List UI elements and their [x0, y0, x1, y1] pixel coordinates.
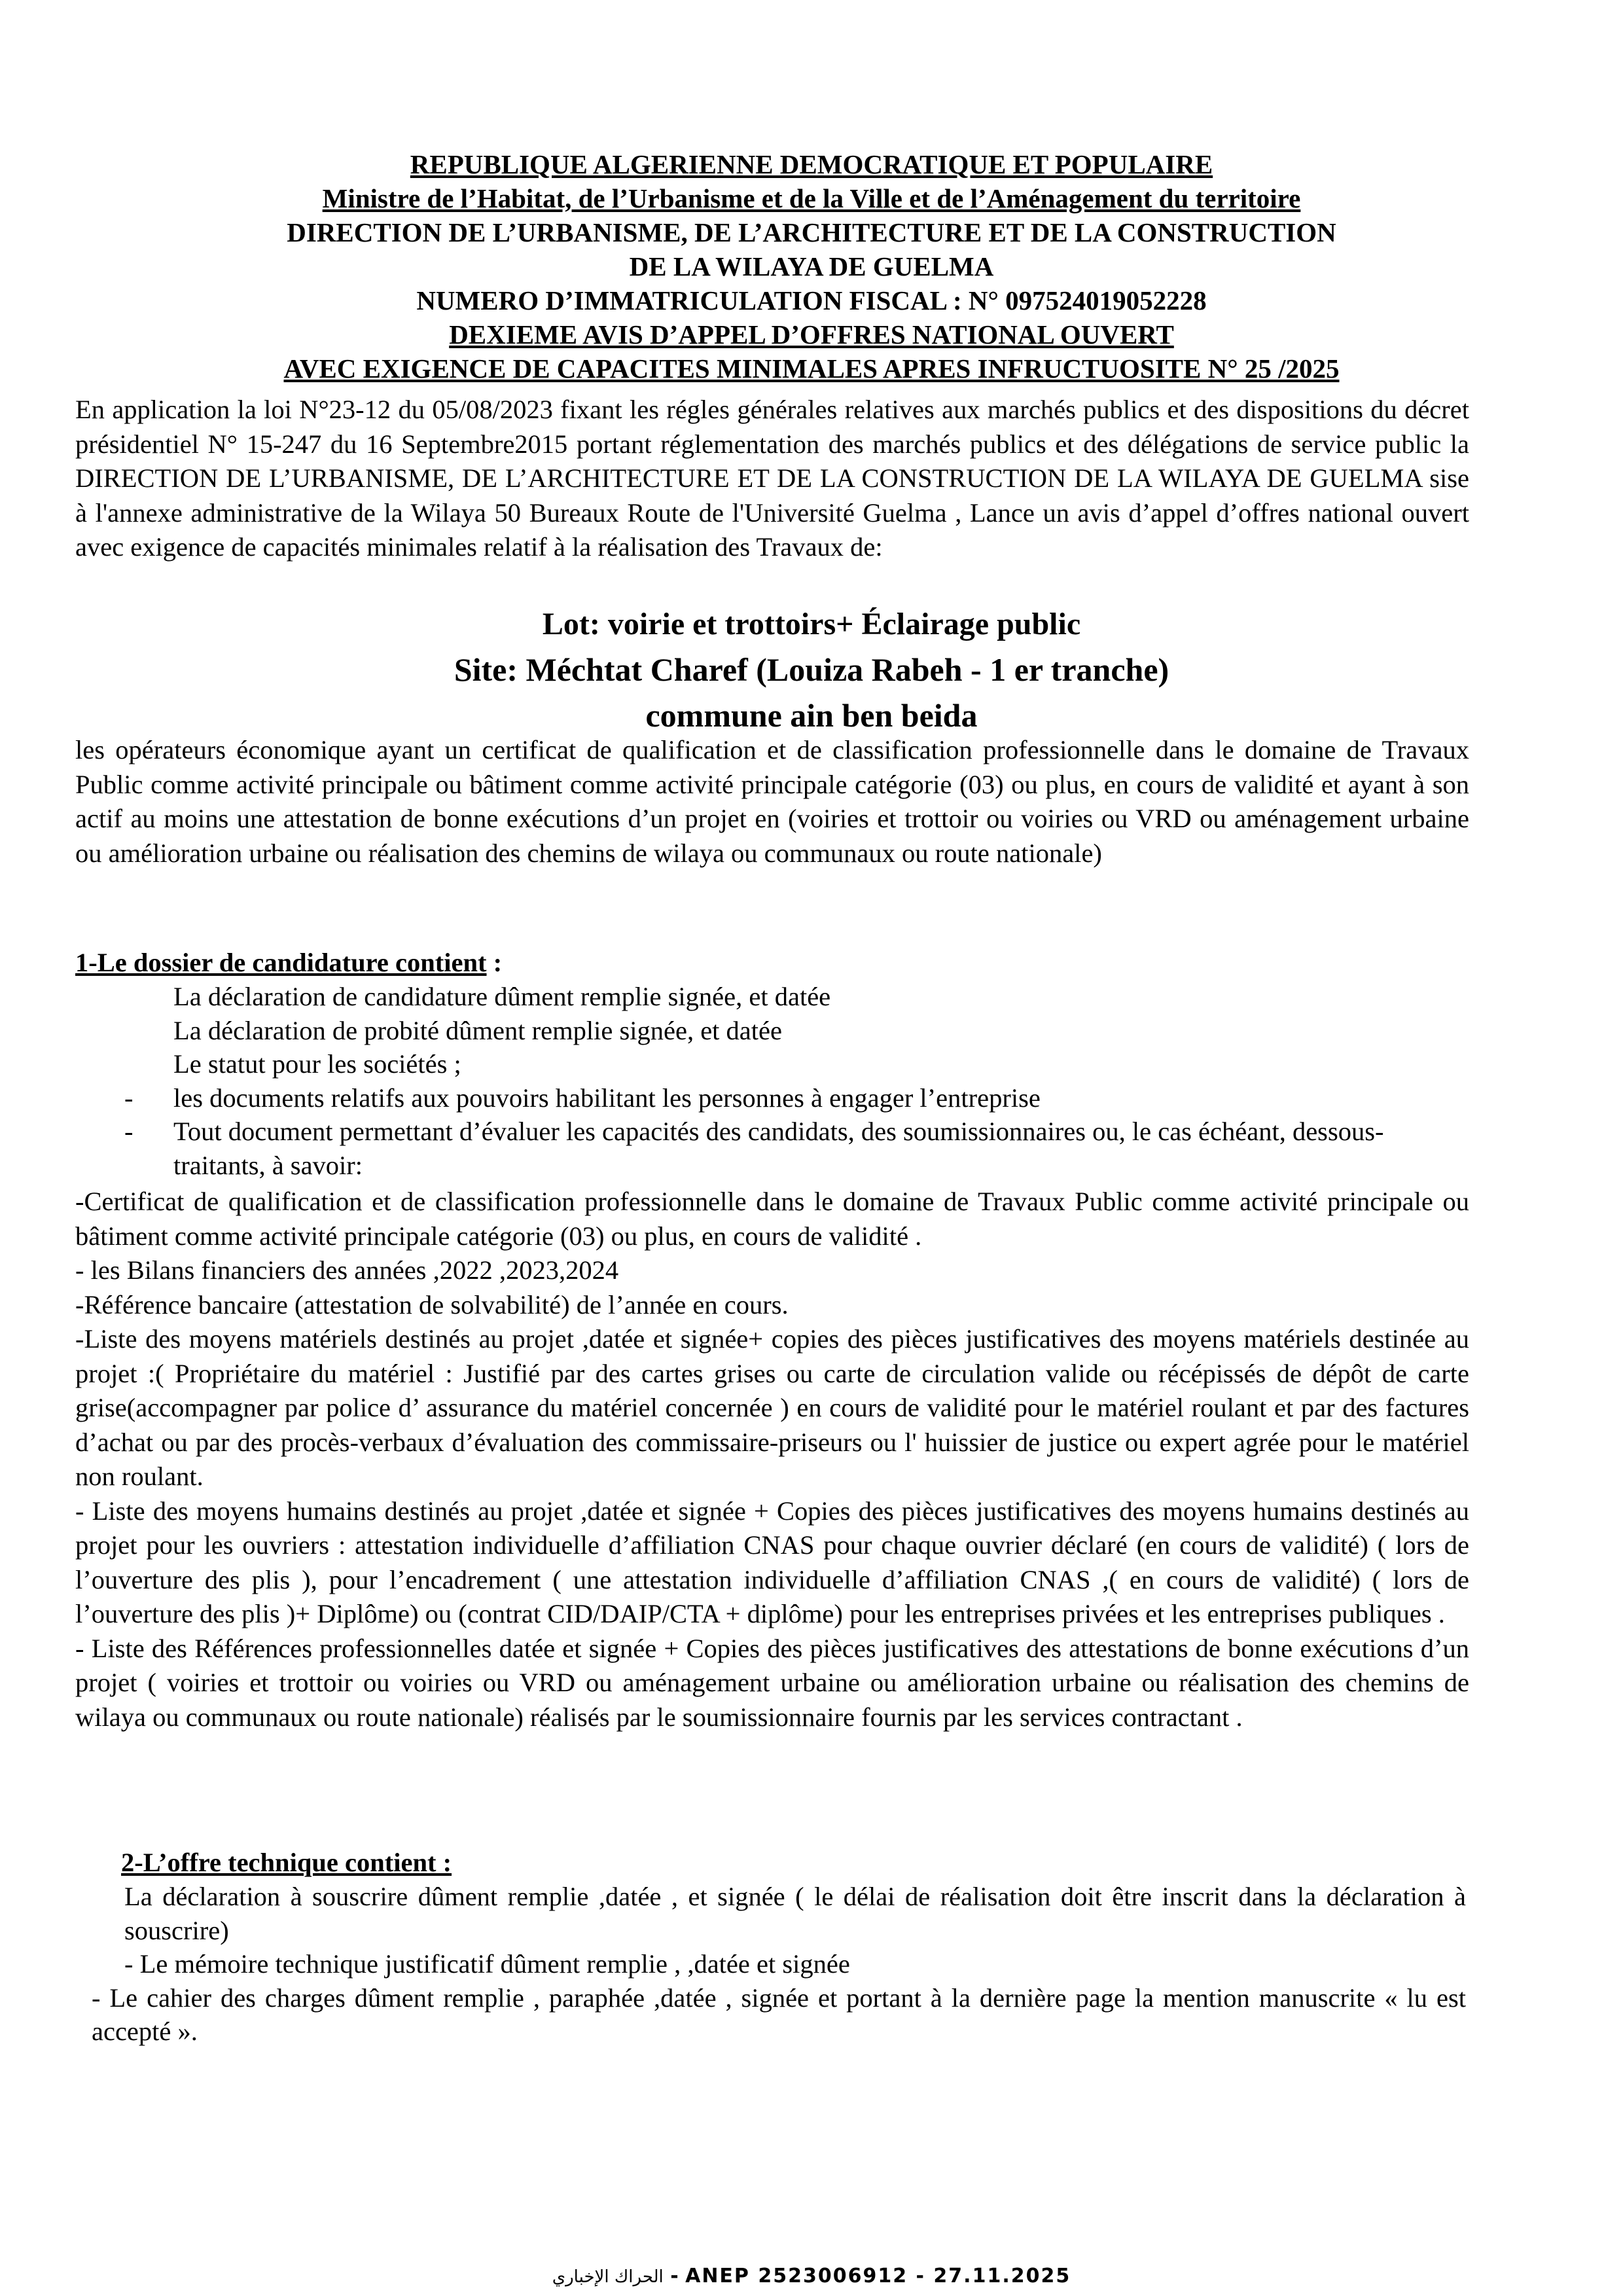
section1-list	[118, 980, 1459, 1182]
doc-financial-reports: - les Bilans financiers des années ,2022 ,2023,2024	[75, 1255, 619, 1285]
header-republic: REPUBLIQUE ALGERIENNE DEMOCRATIQUE ET POPULAIRE	[410, 149, 1213, 179]
footer-publication-name: الحراك الإخباري	[552, 2267, 664, 2287]
header-notice-subtitle: AVEC EXIGENCE DE CAPACITES MINIMALES APRES INFRUCTUOSITE N° 25 /2025	[283, 353, 1340, 384]
doc-certificate: -Certificat de qualification et de classification professionnelle dans le domaine de Travaux Public comme activité principale ou bâtiment comme activité principale catégorie (03) ou plus, en cours de validité .	[75, 1187, 1469, 1251]
header-notice-title: DEXIEME AVIS D’APPEL D’OFFRES NATIONAL OUVERT	[449, 319, 1174, 350]
header-direction: DIRECTION DE L’URBANISME, DE L’ARCHITECTURE ET DE LA CONSTRUCTION	[287, 217, 1336, 247]
section1-title-text: 1-Le dossier de candidature contient	[75, 948, 487, 977]
lot-commune: commune ain ben beida	[645, 697, 978, 734]
list-item-text: les documents relatifs aux pouvoirs habilitant les personnes à engager l’entreprise	[173, 1083, 1041, 1113]
footer-anep-reference: - ANEP 2523006912 - 27.11.2025	[663, 2265, 1071, 2287]
lot-block	[0, 602, 1623, 738]
header-fiscal-number: NUMERO D’IMMATRICULATION FISCAL : N° 097524019052228	[416, 285, 1207, 315]
footer-reference	[0, 2265, 1623, 2287]
header-wilaya: DE LA WILAYA DE GUELMA	[629, 251, 994, 281]
header-ministry: Ministre de l’Habitat, de l’Urbanisme et de la Ville et de l’Aménagement du territoire	[322, 183, 1301, 213]
list-item-text: La déclaration de probité dûment remplie signée, et datée	[173, 1015, 782, 1045]
list-item-text: Le statut pour les sociétés ;	[173, 1049, 461, 1079]
list-item	[118, 1047, 1459, 1081]
intro-paragraph: En application la loi N°23-12 du 05/08/2023 fixant les régles générales relatives aux marchés publics et des dispositions du décret présidentiel N° 15-247 du 16 Septembre2015 portant réglementation des marchés publics et des délégations de service public la DIRECTION DE L’URBANISME, DE L’ARCHITECTURE ET DE LA CONSTRUCTION DE LA WILAYA DE GUELMA sise à l'annexe administrative de la Wilaya 50 Bureaux Route de l'Université Guelma , Lance un avis d’appel d’offres national ouvert avec exigence de capacités minimales relatif à la réalisation des Travaux de:	[75, 395, 1469, 562]
list-item-text: Tout document permettant d’évaluer les capacités des candidats, des soumissionnaires ou, le cas échéant, dessous-traitants, à savoir:	[173, 1117, 1384, 1180]
lot-title: Lot: voirie et trottoirs+ Éclairage public	[542, 607, 1081, 641]
offer-declaration: La déclaration à souscrire dûment remplie ,datée , et signée ( le délai de réalisation doit être inscrit dans la déclaration à souscrire)	[124, 1882, 1466, 1945]
section2-list	[92, 1880, 1466, 2049]
list-item	[118, 1081, 1459, 1115]
section1-title	[75, 946, 502, 980]
list-dash: -	[124, 1117, 134, 1146]
list-dash: -	[124, 1083, 134, 1113]
doc-bank-reference: -Référence bancaire (attestation de solvabilité) de l’année en cours.	[75, 1289, 789, 1319]
list-item	[118, 980, 1459, 1014]
lot-site: Site: Méchtat Charef (Louiza Rabeh - 1 er tranche)	[454, 651, 1169, 688]
operators-paragraph: les opérateurs économique ayant un certificat de qualification et de classification professionnelle dans le domaine de Travaux Public comme activité principale ou bâtiment comme activité principale catégorie (03) ou plus, en cours de validité et ayant à son actif au moins une attestation de bonne exécutions d’un projet en (voiries et trottoir ou voiries ou VRD ou aménagement urbaine ou amélioration urbaine ou réalisation des chemins de wilaya ou communaux ou route nationale)	[75, 735, 1469, 868]
section1-title-suffix: :	[486, 948, 503, 977]
document-header	[0, 147, 1623, 386]
offer-technical-memo: - Le mémoire technique justificatif dûment remplie , ,datée et signée	[124, 1949, 850, 1979]
doc-material-means: -Liste des moyens matériels destinés au projet ,datée et signée+ copies des pièces justificatives des moyens matériels destinée au projet :( Propriétaire du matériel : Justifié par des cartes grises ou carte de circulation valide ou récépissés de dépôt de carte grise(accompagner par police d’ assurance du matériel concernée ) en cours de validité pour le matériel roulant et par des factures d’achat ou par des procès-verbaux d’évaluation des commissaire-priseurs ou l' huissier de justice ou expert agrée pour le matériel non roulant.	[75, 1324, 1469, 1491]
section2-title: 2-L’offre technique contient :	[121, 1848, 452, 1877]
doc-human-means: - Liste des moyens humains destinés au projet ,datée et signée + Copies des pièces justificatives des moyens humains destinés au projet pour les ouvriers : attestation individuelle d’affiliation CNAS pour chaque ouvrier déclaré (en cours de validité) ( lors de l’ouverture des plis ), pour l’encadrement ( une attestation individuelle d’affiliation CNAS ,( en cours de validité) ( lors de l’ouverture des plis )+ Diplôme) ou (contrat CID/DAIP/CTA + diplôme) pour les entreprises privées et les entreprises publiques .	[75, 1496, 1469, 1628]
doc-professional-references: - Liste des Références professionnelles datée et signée + Copies des pièces justificatives des attestations de bonne exécutions d’un projet ( voiries et trottoir ou voiries ou VRD ou aménagement urbaine ou amélioration urbaine ou réalisation des chemins de wilaya ou communaux ou route nationale) réalisés par le soumissionnaire fournis par les services contractant .	[75, 1633, 1469, 1732]
list-item-text: La déclaration de candidature dûment remplie signée, et datée	[173, 982, 831, 1011]
offer-specifications: - Le cahier des charges dûment remplie , paraphée ,datée , signée et portant à la dernière page la mention manuscrite « lu est accepté ».	[92, 1982, 1466, 2046]
list-item	[118, 1014, 1459, 1048]
list-item	[118, 1115, 1459, 1182]
section1-documents	[75, 1185, 1469, 1734]
